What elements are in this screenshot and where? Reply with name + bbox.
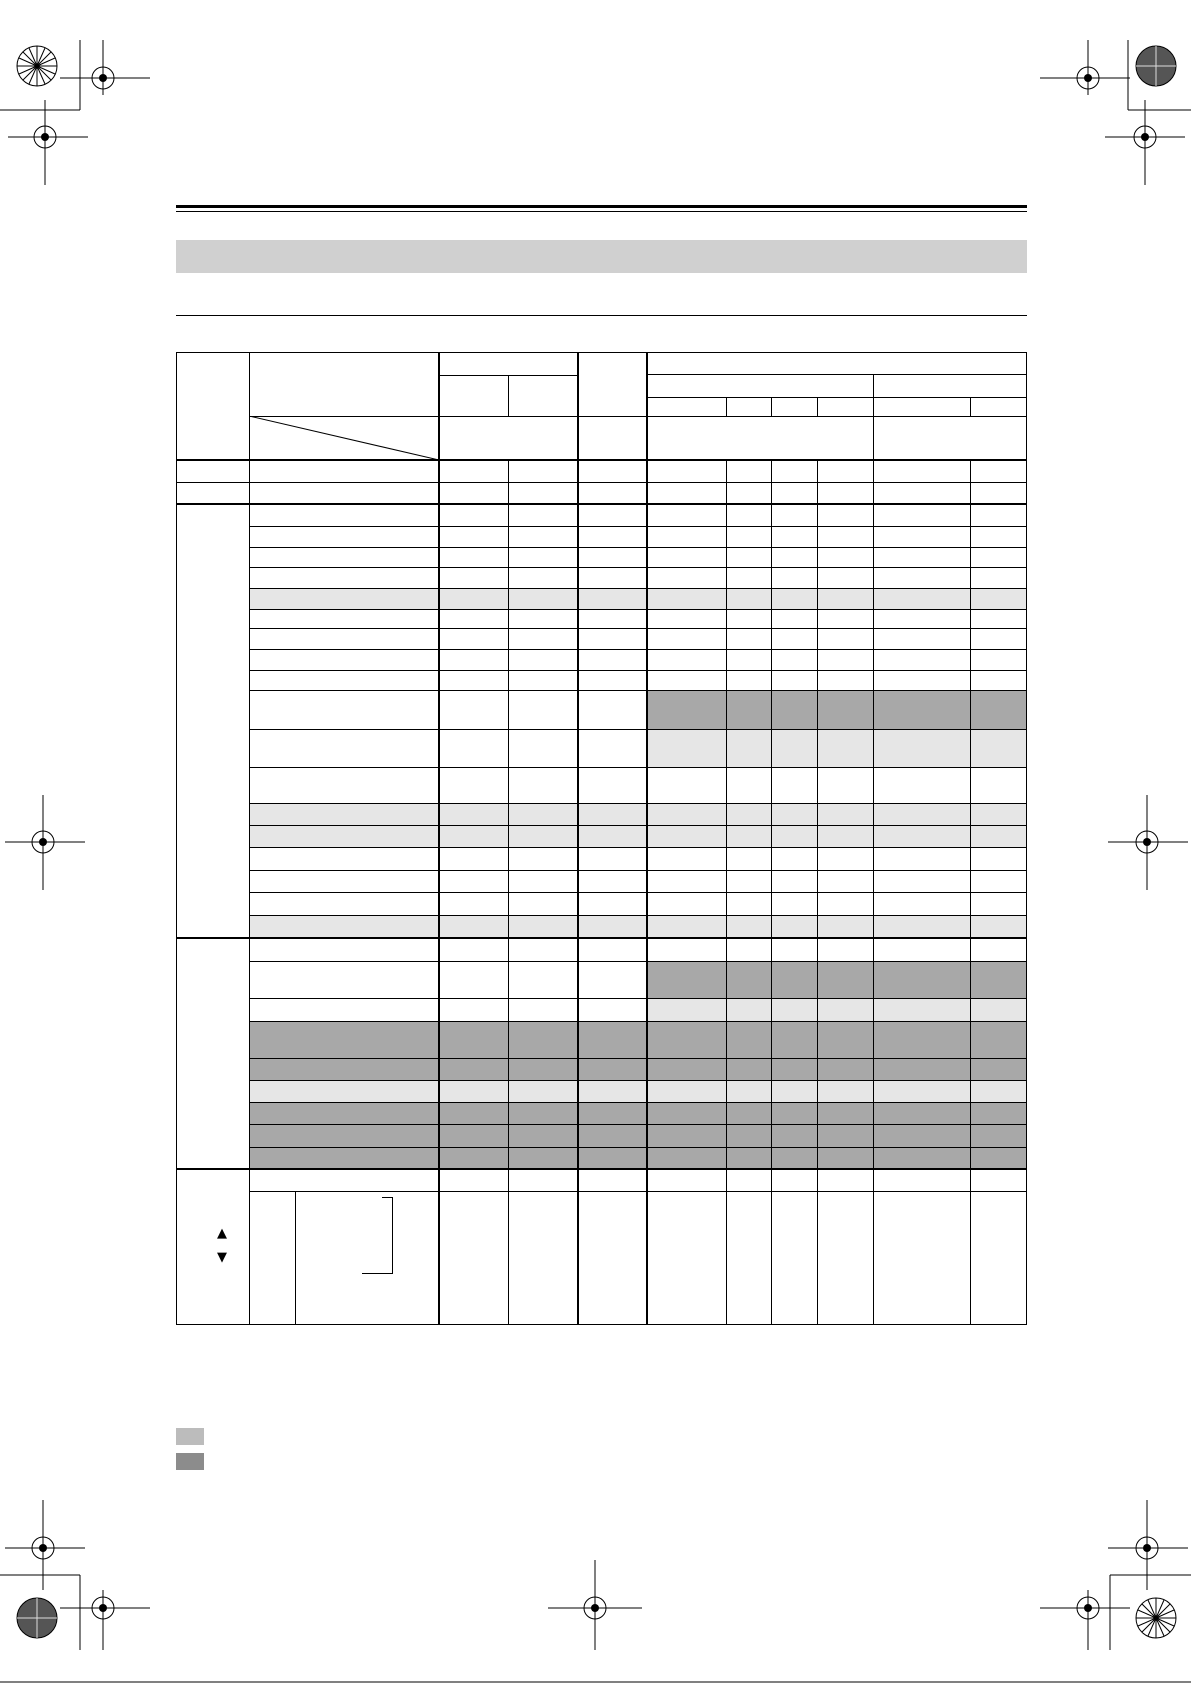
col-line-heavy xyxy=(438,352,440,1324)
row-line xyxy=(249,847,1027,848)
table-border-right xyxy=(1026,352,1027,1324)
row-line xyxy=(249,1080,1027,1081)
col-line-heavy xyxy=(646,352,648,1324)
col-line xyxy=(249,352,250,1324)
col-line-heavy xyxy=(577,352,579,1324)
row-line xyxy=(249,670,1027,671)
row-shade-dark xyxy=(249,1102,1027,1124)
bracket-line xyxy=(392,1197,393,1273)
col-line xyxy=(295,1191,296,1324)
row-line xyxy=(249,915,1027,916)
col-line xyxy=(771,397,772,416)
row-shade-light xyxy=(249,1080,1027,1102)
row-shade-dark xyxy=(249,1058,1027,1080)
bracket-line xyxy=(382,1197,392,1198)
row-line xyxy=(249,1102,1027,1103)
row-shade-dark xyxy=(249,1021,1027,1058)
col-line xyxy=(970,397,971,416)
col-line xyxy=(873,416,874,459)
row-line xyxy=(249,1191,1027,1192)
col-line xyxy=(508,459,509,1324)
row-line xyxy=(249,1058,1027,1059)
col-line xyxy=(873,374,874,416)
row-line xyxy=(249,547,1027,548)
header-subrule xyxy=(647,374,1027,375)
bracket-line xyxy=(362,1273,393,1274)
row-line xyxy=(249,526,1027,527)
row-line xyxy=(249,1021,1027,1022)
row-shade-light xyxy=(249,915,1027,938)
col-line xyxy=(817,397,818,416)
down-arrow-icon: ▼ xyxy=(217,1250,227,1265)
row-separator-heavy xyxy=(176,459,1027,461)
row-line xyxy=(249,892,1027,893)
row-shade-light xyxy=(249,803,1027,825)
header-diagonal xyxy=(249,416,439,460)
col-line xyxy=(508,375,509,416)
legend-swatch-dark xyxy=(176,1453,204,1470)
col-line xyxy=(726,397,727,416)
row-line xyxy=(249,649,1027,650)
row-shade-light xyxy=(249,825,1027,847)
row-shade-dark xyxy=(249,1124,1027,1147)
row-line xyxy=(249,767,1027,768)
row-line xyxy=(249,961,1027,962)
row-line xyxy=(249,729,1027,730)
row-line xyxy=(249,690,1027,691)
row-separator-heavy xyxy=(176,1168,1027,1170)
up-arrow-icon: ▲ xyxy=(217,1226,227,1241)
row-separator-heavy xyxy=(176,937,1027,939)
row-separator xyxy=(176,482,1027,483)
legend-swatch-light xyxy=(176,1428,204,1445)
col-line xyxy=(771,459,772,1324)
row-line xyxy=(249,1124,1027,1125)
row-line xyxy=(249,825,1027,826)
col-line xyxy=(873,459,874,1324)
row-line xyxy=(249,609,1027,610)
row-line xyxy=(249,870,1027,871)
table-border-top xyxy=(176,352,1027,353)
row-line xyxy=(249,567,1027,568)
col-line xyxy=(817,459,818,1324)
row-line xyxy=(249,588,1027,589)
row-line xyxy=(249,1147,1027,1148)
row-line xyxy=(249,998,1027,999)
table-border-left xyxy=(176,352,177,1324)
row-shade-dark xyxy=(249,1147,1027,1169)
header-subrule xyxy=(439,375,579,376)
row-separator-heavy xyxy=(176,503,1027,505)
row-shade-light xyxy=(249,588,1027,609)
row-line xyxy=(249,628,1027,629)
row-line xyxy=(249,803,1027,804)
col-line xyxy=(970,459,971,1324)
table-border-bottom xyxy=(176,1324,1027,1325)
header-subrule xyxy=(647,416,1027,417)
col-line xyxy=(726,459,727,1324)
